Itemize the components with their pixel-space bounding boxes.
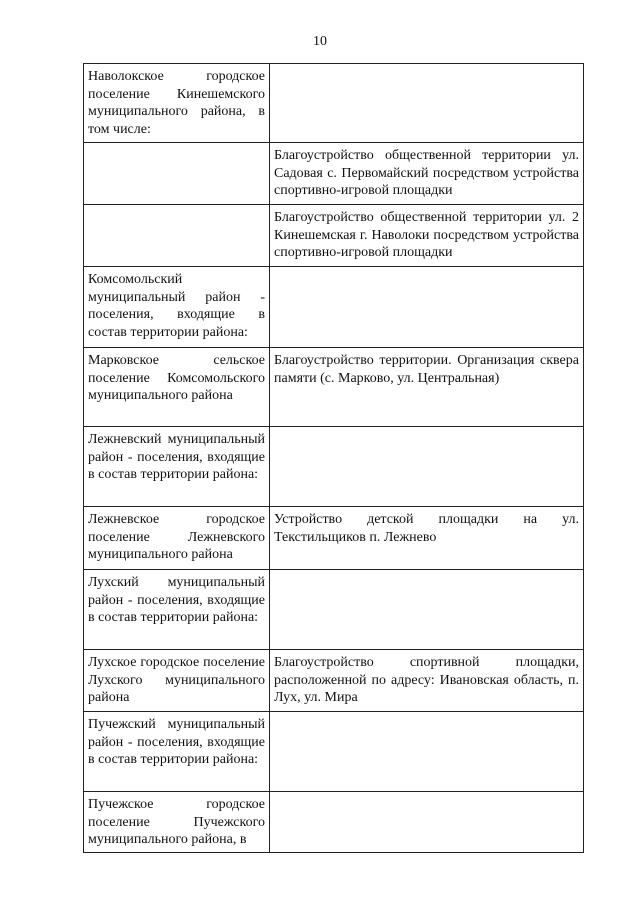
municipality-text: Марковское сельское поселение Комсомольского муниципального района [88, 353, 265, 403]
project-cell [270, 570, 584, 650]
project-cell [270, 64, 584, 143]
table-row [84, 792, 584, 853]
projects-table [83, 63, 584, 853]
municipality-text: Лежневский муниципальный район - поселения, входящие в состав территории района: [88, 432, 265, 482]
project-text: Благоустройство территории. Организация сквера памяти (с. Марково, ул. Центральная) [274, 353, 579, 386]
municipality-cell [84, 267, 270, 348]
table-row [84, 570, 584, 650]
municipality-cell [84, 348, 270, 427]
page-number: 10 [313, 34, 327, 49]
municipality-cell [84, 427, 270, 507]
project-cell [270, 427, 584, 507]
project-cell [270, 712, 584, 792]
project-cell [270, 650, 584, 712]
municipality-cell [84, 712, 270, 792]
municipality-text: Лухское городское поселение Лухского муниципального района [88, 655, 265, 705]
municipality-cell [84, 792, 270, 853]
municipality-text: Наволокское городское поселение Кинешемского муниципального района, в том числе: [88, 69, 265, 137]
project-cell [270, 348, 584, 427]
municipality-cell [84, 64, 270, 143]
project-text: Благоустройство общественной территории ул. 2 Кинешемская г. Наволоки посредством устройства спортивно-игровой площадки [274, 210, 579, 260]
project-cell [270, 143, 584, 205]
municipality-cell [84, 143, 270, 205]
table-row [84, 267, 584, 348]
table-row [84, 205, 584, 267]
project-text: Благоустройство спортивной площадки, расположенной по адресу: Ивановская область, п. Лух, ул. Мира [274, 655, 579, 705]
municipality-text: Лежневское городское поселение Лежневского муниципального района [88, 512, 265, 562]
project-text: Устройство детской площадки на ул. Текстильщиков п. Лежнево [274, 512, 579, 545]
project-cell [270, 792, 584, 853]
municipality-text: Пучежский муниципальный район - поселения, входящие в состав территории района: [88, 717, 265, 767]
municipality-text: Пучежское городское поселение Пучежского муниципального района, в [88, 797, 265, 847]
project-cell [270, 267, 584, 348]
project-cell [270, 507, 584, 570]
municipality-cell [84, 650, 270, 712]
table-row [84, 507, 584, 570]
municipality-cell [84, 570, 270, 650]
table-row [84, 64, 584, 143]
municipality-cell [84, 507, 270, 570]
project-cell [270, 205, 584, 267]
table-row [84, 348, 584, 427]
table-row [84, 143, 584, 205]
municipality-text: Комсомольский муниципальный район - поселения, входящие в состав территории района: [88, 272, 265, 340]
table-row [84, 650, 584, 712]
table-row [84, 427, 584, 507]
municipality-cell [84, 205, 270, 267]
table-row [84, 712, 584, 792]
municipality-text: Лухский муниципальный район - поселения, входящие в состав территории района: [88, 575, 265, 625]
project-text: Благоустройство общественной территории ул. Садовая с. Первомайский посредством устройства спортивно-игровой площадки [274, 148, 579, 198]
